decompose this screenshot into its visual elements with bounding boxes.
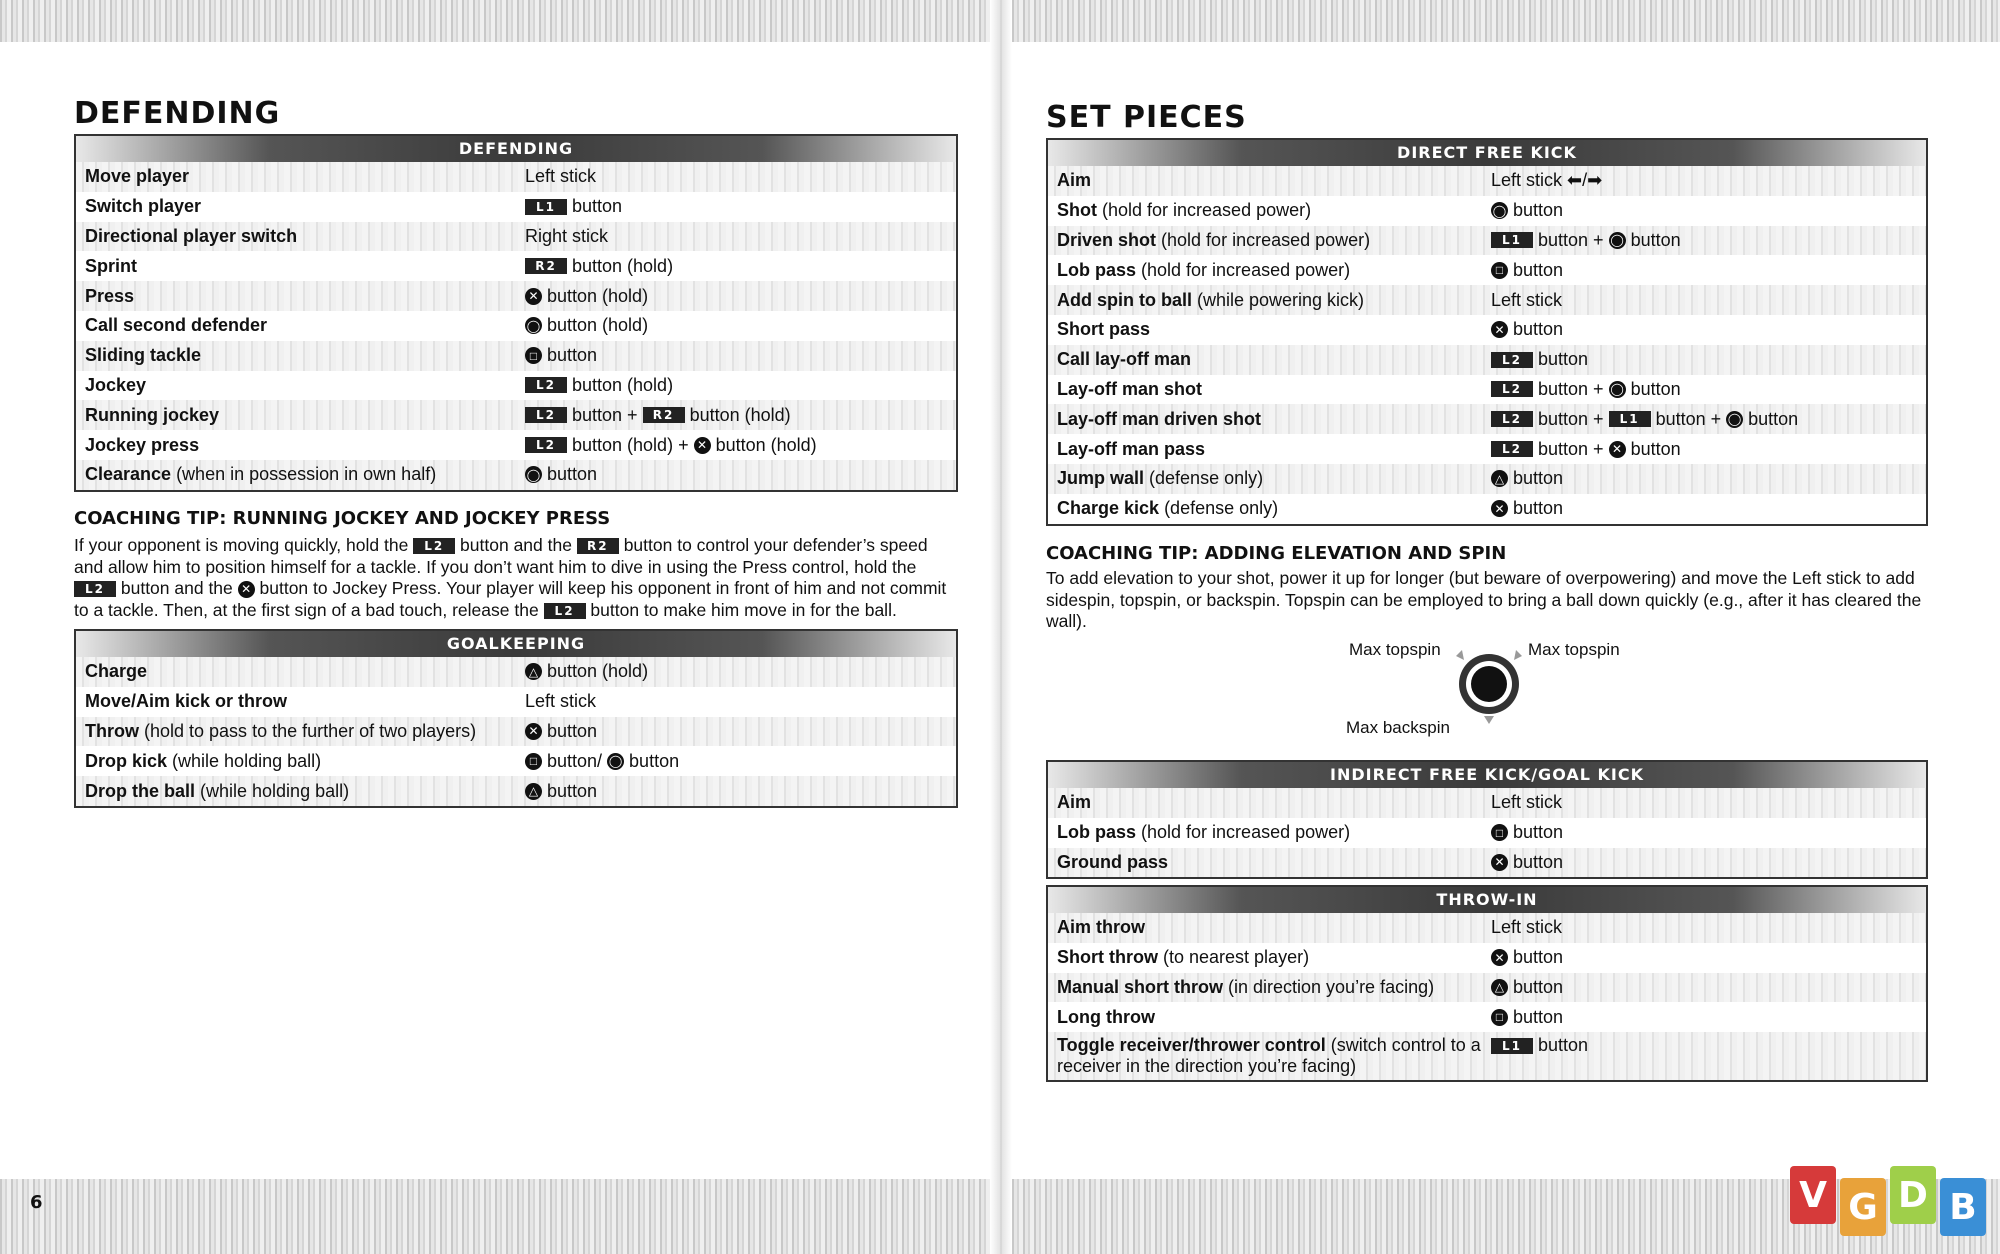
table-row [76, 746, 956, 776]
control-text: button [1513, 851, 1564, 872]
throw-in-table [1046, 885, 1928, 1082]
control-cell [525, 226, 608, 247]
action-label: Switch player [85, 196, 202, 217]
control-text: button to control your defender’s speed and allow him to position himself for a tackle. If you don’t want him to dive in using the Press control, hold the [74, 535, 928, 577]
table-row [76, 192, 956, 222]
action-label: Jockey press [85, 434, 200, 455]
control-text: button (hold) [547, 661, 649, 682]
button-key-icon: R2 [577, 538, 619, 554]
control-cell [525, 781, 597, 802]
control-text: Left stick [1491, 917, 1563, 938]
table-row [1048, 943, 1926, 973]
action-label: Shot [1057, 200, 1097, 221]
label-max-topspin-left: Max topspin [1349, 640, 1441, 659]
action-cell [76, 405, 525, 426]
table-header: GOALKEEPING [76, 631, 956, 657]
control-text: button (hold) [572, 255, 674, 276]
action-note: (hold to pass to the further of two players) [139, 720, 477, 741]
action-note: (while holding ball) [167, 750, 322, 771]
vgdb-watermark-logo [1790, 1166, 1990, 1246]
table-header: THROW-IN [1048, 887, 1926, 913]
control-cell [1491, 977, 1563, 998]
table-row [1048, 255, 1926, 285]
table-row [76, 251, 956, 281]
watermark-letter: D [1890, 1166, 1936, 1224]
face-button-icon: ✕ [525, 288, 542, 305]
action-cell [76, 166, 525, 187]
control-text: button [1630, 378, 1681, 399]
action-cell [76, 751, 525, 772]
page-number: 6 [30, 1192, 43, 1213]
control-cell [525, 375, 673, 396]
control-text: Left stick ⬅/➡ [1491, 170, 1603, 191]
table-body [1048, 788, 1926, 877]
control-cell [525, 661, 648, 682]
action-label: Sprint [85, 255, 137, 276]
control-cell [1491, 792, 1562, 813]
action-cell [76, 375, 525, 396]
action-label: Call second defender [85, 315, 268, 336]
action-note: (switch control to a receiver in the direction you’re facing) [1057, 1035, 1481, 1077]
action-note: (to nearest player) [1158, 947, 1310, 968]
control-cell [525, 435, 817, 456]
table-body [76, 162, 956, 490]
table-row [1048, 1032, 1926, 1080]
control-cell [1491, 170, 1602, 191]
action-cell [76, 256, 525, 277]
action-label: Manual short throw [1057, 976, 1223, 997]
action-cell [1048, 200, 1491, 221]
action-note: (while powering kick) [1192, 289, 1365, 310]
control-text: button [547, 720, 598, 741]
control-cell [1491, 409, 1798, 430]
face-button-icon: △ [1491, 979, 1508, 996]
action-cell [1048, 1007, 1491, 1028]
face-button-icon: ✕ [694, 437, 711, 454]
action-cell [1048, 917, 1491, 938]
table-row [1048, 166, 1926, 196]
control-text: button + [1538, 229, 1604, 250]
action-cell [76, 226, 525, 247]
face-button-icon: ◯ [526, 318, 541, 333]
button-key-icon: R2 [525, 258, 567, 274]
button-key-icon: L2 [1491, 352, 1533, 368]
action-note: (in direction you’re facing) [1223, 976, 1435, 997]
control-text: Right stick [525, 225, 609, 246]
action-label: Lay-off man driven shot [1057, 408, 1262, 429]
action-note: (hold for increased power) [1097, 200, 1312, 221]
action-note: (defense only) [1144, 468, 1264, 489]
table-row [1048, 375, 1926, 405]
face-button-icon: ✕ [1491, 949, 1508, 966]
action-label: Sliding tackle [85, 345, 202, 366]
button-key-icon: L1 [525, 199, 567, 215]
action-cell [76, 721, 525, 742]
action-label: Throw [85, 720, 139, 741]
table-body [76, 657, 956, 806]
action-cell [1048, 439, 1491, 460]
control-cell [525, 286, 648, 307]
control-text: button [547, 464, 598, 485]
table-body [1048, 913, 1926, 1080]
action-label: Lay-off man pass [1057, 438, 1206, 459]
action-label: Aim [1057, 792, 1092, 813]
control-cell [525, 166, 596, 187]
action-label: Driven shot [1057, 229, 1157, 250]
control-text: button (hold) [547, 315, 649, 336]
control-text: Left stick [1491, 289, 1563, 310]
control-text: To add elevation to your shot, power it up for longer (but beware of overpowering) and move the Left stick to add sidespin, topspin, or backspin. Topspin can be employed to bring a ball down quickly (e.g., after it has cleared the wall). [1046, 568, 1922, 631]
control-text: button (hold) [547, 285, 649, 306]
stick-cap [1471, 666, 1507, 702]
table-header: INDIRECT FREE KICK/GOAL KICK [1048, 762, 1926, 788]
button-key-icon: L2 [525, 437, 567, 453]
watermark-letter: B [1940, 1178, 1986, 1236]
table-row [1048, 1002, 1926, 1032]
table-body [1048, 166, 1926, 524]
control-cell [1491, 439, 1681, 460]
face-button-icon: △ [525, 783, 542, 800]
control-cell [525, 315, 648, 336]
action-label: Charge kick [1057, 498, 1160, 519]
control-text: button [1513, 319, 1564, 340]
control-text: button [1513, 947, 1564, 968]
table-row [1048, 913, 1926, 943]
action-label: Charge [85, 661, 148, 682]
action-note: (while holding ball) [195, 780, 350, 801]
control-text: button + [572, 404, 638, 425]
control-cell [1491, 498, 1563, 519]
face-button-icon: ◯ [1492, 203, 1507, 218]
action-label: Running jockey [85, 404, 220, 425]
table-row [1048, 404, 1926, 434]
control-cell [1491, 947, 1563, 968]
control-cell [1491, 260, 1563, 281]
table-row [76, 776, 956, 806]
watermark-letter: V [1790, 1166, 1836, 1224]
action-label: Short throw [1057, 947, 1158, 968]
action-cell [76, 196, 525, 217]
action-cell [76, 435, 525, 456]
control-cell [1491, 468, 1563, 489]
coaching-tip-title: COACHING TIP: RUNNING JOCKEY AND JOCKEY PRESS [74, 508, 611, 529]
action-label: Directional player switch [85, 225, 298, 246]
button-key-icon: L2 [1491, 441, 1533, 457]
action-cell [76, 315, 525, 336]
action-cell [76, 464, 525, 485]
control-cell [1491, 230, 1681, 251]
button-key-icon: L2 [525, 377, 567, 393]
action-label: Drop kick [85, 750, 168, 771]
control-text: button to Jockey Press. Your player will keep his opponent in front of him and not commit to a tackle. Then, at the first sign of a bad touch, release the [74, 578, 947, 620]
control-text: button [547, 780, 598, 801]
action-label: Lay-off man shot [1057, 378, 1203, 399]
face-button-icon: ✕ [1609, 441, 1626, 458]
table-row [76, 341, 956, 371]
control-cell [1491, 319, 1563, 340]
control-text: button and the [455, 535, 577, 555]
table-row [1048, 285, 1926, 315]
face-button-icon: ✕ [1491, 321, 1508, 338]
table-row [76, 657, 956, 687]
table-row [76, 460, 956, 490]
control-text: button [1513, 1006, 1564, 1027]
action-label: Press [85, 285, 135, 306]
control-text: Left stick [1491, 792, 1563, 813]
face-button-icon: ✕ [1491, 500, 1508, 517]
control-text: button [1538, 1035, 1589, 1056]
coaching-tip-text [74, 535, 958, 621]
face-button-icon: △ [525, 663, 542, 680]
section-heading-defending: DEFENDING [74, 96, 281, 131]
topspin-arrow-left [1456, 650, 1464, 660]
control-text: button to make him move in for the ball. [585, 599, 897, 620]
control-text: button + [1538, 378, 1604, 399]
action-label: Toggle receiver/thrower control [1057, 1035, 1326, 1056]
goalkeeping-table [74, 629, 958, 808]
action-label: Move/Aim kick or throw [85, 691, 288, 712]
face-button-icon: ✕ [1491, 854, 1508, 871]
face-button-icon: ◯ [608, 754, 623, 769]
face-button-icon: ✕ [525, 723, 542, 740]
action-cell [76, 286, 525, 307]
face-button-icon: △ [1491, 470, 1508, 487]
table-row [76, 371, 956, 401]
face-button-icon: ◯ [1610, 233, 1624, 248]
control-text: button [547, 345, 598, 366]
button-key-icon: L2 [544, 603, 586, 619]
action-cell [1048, 290, 1491, 311]
control-text: button [1513, 498, 1564, 519]
action-cell [1048, 1035, 1491, 1077]
action-note: (hold for increased power) [1156, 229, 1371, 250]
table-row [76, 687, 956, 717]
action-label: Ground pass [1057, 851, 1169, 872]
control-text: button [1513, 468, 1564, 489]
action-label: Call lay-off man [1057, 349, 1192, 370]
button-key-icon: L1 [1491, 1038, 1533, 1054]
control-text: button (hold) [689, 404, 791, 425]
control-text: button (hold) [572, 374, 674, 395]
table-row [1048, 464, 1926, 494]
coaching-tip-text-spin [1046, 568, 1928, 633]
action-cell [1048, 822, 1491, 843]
action-cell [76, 691, 525, 712]
control-text: button [1538, 349, 1589, 370]
face-button-icon: ✕ [238, 581, 255, 598]
control-cell [525, 405, 791, 426]
control-cell [525, 751, 679, 772]
table-row [76, 717, 956, 747]
table-row [76, 430, 956, 460]
action-note: (when in possession in own half) [171, 464, 437, 485]
control-text: button [1748, 408, 1799, 429]
action-label: Lob pass [1057, 822, 1137, 843]
table-row [1048, 973, 1926, 1003]
control-cell [1491, 1007, 1563, 1028]
control-text: button (hold) [715, 434, 817, 455]
face-button-icon: □ [1491, 824, 1508, 841]
action-label: Jump wall [1057, 468, 1145, 489]
face-button-icon: ◯ [1727, 412, 1742, 427]
control-text: button/ [547, 750, 603, 771]
topspin-arrow-right [1514, 650, 1522, 660]
table-row [1048, 226, 1926, 256]
action-cell [1048, 349, 1491, 370]
control-text: button [1513, 822, 1564, 843]
action-note: (hold for increased power) [1136, 822, 1351, 843]
table-header: DIRECT FREE KICK [1048, 140, 1926, 166]
action-cell [1048, 170, 1491, 191]
action-cell [1048, 319, 1491, 340]
action-cell [1048, 498, 1491, 519]
face-button-icon: □ [525, 347, 542, 364]
action-cell [1048, 468, 1491, 489]
control-cell [1491, 852, 1563, 873]
control-cell [525, 691, 596, 712]
table-row [76, 162, 956, 192]
table-header: DEFENDING [76, 136, 956, 162]
control-text: button [629, 750, 680, 771]
section-heading-set-pieces: SET PIECES [1046, 100, 1247, 135]
control-text: button and the [116, 578, 238, 598]
action-cell [1048, 852, 1491, 873]
control-text: button [572, 196, 623, 217]
control-text: button + [1655, 408, 1722, 429]
control-cell [525, 196, 622, 217]
defending-table [74, 134, 958, 492]
spin-diagram [1046, 636, 1928, 736]
control-cell [1491, 379, 1681, 400]
face-button-icon: □ [525, 753, 542, 770]
button-key-icon: L2 [74, 581, 116, 597]
control-text: Left stick [525, 691, 597, 712]
watermark-letter: G [1840, 1178, 1886, 1236]
action-label: Drop the ball [85, 780, 196, 801]
indirect-free-kick-table [1046, 760, 1928, 879]
action-cell [1048, 792, 1491, 813]
table-row [1048, 494, 1926, 524]
table-row [76, 281, 956, 311]
action-cell [1048, 409, 1491, 430]
coaching-tip-title-spin: COACHING TIP: ADDING ELEVATION AND SPIN [1046, 543, 1507, 564]
action-note: (defense only) [1159, 498, 1279, 519]
control-text: button [1513, 200, 1564, 221]
control-text: Left stick [525, 166, 597, 187]
control-text: button [1630, 229, 1681, 250]
button-key-icon: L2 [1491, 411, 1533, 427]
label-max-topspin-right: Max topspin [1528, 640, 1620, 659]
action-cell [1048, 260, 1491, 281]
button-key-icon: L1 [1609, 411, 1651, 427]
book-spine [990, 0, 1012, 1254]
action-cell [76, 661, 525, 682]
action-label: Long throw [1057, 1006, 1155, 1027]
control-cell [1491, 1035, 1588, 1056]
button-key-icon: L2 [1491, 381, 1533, 397]
control-text: button + [1538, 408, 1604, 429]
direct-free-kick-table [1046, 138, 1928, 526]
control-text: If your opponent is moving quickly, hold the [74, 535, 414, 555]
action-label: Add spin to ball [1057, 289, 1192, 310]
button-key-icon: R2 [643, 407, 685, 423]
control-cell [1491, 917, 1562, 938]
control-cell [525, 345, 597, 366]
action-label: Aim throw [1057, 917, 1145, 938]
face-button-icon: ◯ [1610, 382, 1624, 397]
control-text: button (hold) + [572, 434, 689, 455]
face-button-icon: □ [1491, 262, 1508, 279]
action-label: Jockey [85, 374, 147, 395]
backspin-arrow [1484, 716, 1494, 724]
action-cell [76, 781, 525, 802]
table-row [1048, 434, 1926, 464]
table-row [1048, 818, 1926, 848]
table-row [1048, 848, 1926, 878]
action-cell [1048, 230, 1491, 251]
control-text: button [1630, 438, 1681, 459]
table-row [76, 222, 956, 252]
action-label: Clearance [85, 464, 172, 485]
control-cell [1491, 290, 1562, 311]
action-cell [1048, 947, 1491, 968]
control-cell [525, 256, 673, 277]
action-label: Lob pass [1057, 259, 1137, 280]
face-button-icon: □ [1491, 1009, 1508, 1026]
table-row [1048, 788, 1926, 818]
action-label: Short pass [1057, 319, 1151, 340]
action-cell [1048, 379, 1491, 400]
button-key-icon: L1 [1491, 232, 1533, 248]
action-label: Aim [1057, 170, 1092, 191]
control-cell [1491, 822, 1563, 843]
action-cell [1048, 977, 1491, 998]
table-row [76, 311, 956, 341]
control-text: button + [1538, 438, 1604, 459]
action-label: Move player [85, 166, 190, 187]
control-cell [1491, 349, 1588, 370]
label-max-backspin: Max backspin [1346, 718, 1450, 737]
button-key-icon: L2 [413, 538, 455, 554]
table-row [1048, 315, 1926, 345]
control-text: button [1513, 259, 1564, 280]
left-stick-icon [1448, 644, 1530, 726]
control-text: button [1513, 976, 1564, 997]
face-button-icon: ◯ [526, 467, 541, 482]
control-cell [525, 464, 597, 485]
control-cell [1491, 200, 1563, 221]
button-key-icon: L2 [525, 407, 567, 423]
action-note: (hold for increased power) [1136, 259, 1351, 280]
control-cell [525, 721, 597, 742]
table-row [1048, 345, 1926, 375]
action-cell [76, 345, 525, 366]
table-row [76, 400, 956, 430]
table-row [1048, 196, 1926, 226]
